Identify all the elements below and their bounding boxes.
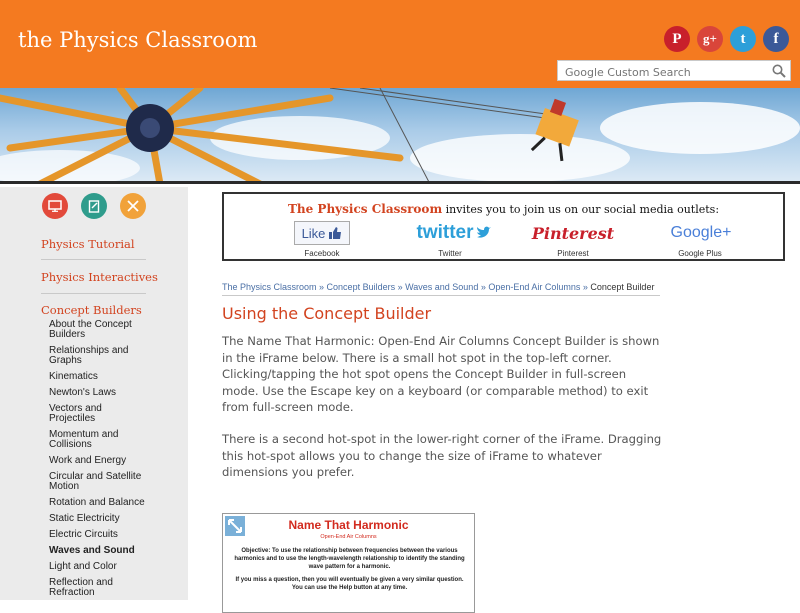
promo-caption-twitter: Twitter [438,249,462,258]
promo-heading [224,202,783,216]
iframe-note: If you miss a question, then you will eventually be given a very similar question. You can use the Help button at any time. [235,577,464,591]
twitter-icon[interactable] [730,26,756,52]
tools-icon[interactable] [120,193,146,219]
twitter-logo[interactable] [404,221,504,245]
breadcrumb-separator: » [580,282,591,292]
sidebar-item-waves-sound[interactable]: Waves and Sound [49,545,135,556]
google-plus-icon[interactable] [697,26,723,52]
sidebar-item-light-color[interactable]: Light and Color [49,561,117,572]
breadcrumb-link[interactable]: Concept Builders [326,282,396,292]
promo-text: invites you to join us on our social media outlets: [442,203,720,216]
search-input[interactable] [558,63,758,82]
pinterest-logo[interactable] [530,221,616,245]
facebook-glyph: f [773,30,779,47]
breadcrumb-separator: » [316,282,327,292]
promo-caption-pinterest: Pinterest [557,249,589,258]
sidebar-item-reflection[interactable]: Reflection and Refraction [49,577,113,598]
twitter-bird-icon [476,226,492,240]
pinterest-logo-text: Pinterest [531,223,615,243]
search-box [557,60,791,81]
sidebar-item-work-energy[interactable]: Work and Energy [49,455,127,466]
intro-paragraph: The Name That Harmonic: Open-End Air Columns Concept Builder is shown in the iFrame below. There is a small hot spot in the top-left corner. Clicking/tapping the hot spot opens the Concept Builder in full-screen mode. Use the Escape key on a keyboard (or comparable method) to exit from full-screen mode. [222,334,660,414]
clipboard-icon[interactable] [81,193,107,219]
promo-brand: The Physics Classroom [287,202,443,216]
twitter-logo-text: twitter [416,222,474,243]
breadcrumb-separator: » [478,282,489,292]
pinterest-icon[interactable] [664,26,690,52]
concept-builder-iframe[interactable] [222,513,475,613]
monitor-icon[interactable] [42,193,68,219]
sidebar-section-physics-interactives[interactable]: Physics Interactives [41,270,158,284]
page-title: Using the Concept Builder [222,304,432,323]
iframe-objective: Objective: To use the relationship between frequencies between the various harmonics and to use the length-wavelength relationship to identify the standing wave pattern for a harmonic. [234,548,465,570]
sidebar-divider [41,293,146,294]
sidebar-item-about[interactable]: About the Concept Builders [49,319,132,340]
sidebar-item-circuits[interactable]: Electric Circuits [49,529,118,540]
sidebar-divider [41,259,146,260]
iframe-subtitle: Open-End Air Columns [320,534,377,540]
sidebar-item-relationships[interactable]: Relationships and Graphs [49,345,129,366]
search-icon[interactable] [771,63,787,79]
twitter-glyph: t [740,30,746,47]
banner-image [0,88,800,184]
sidebar-item-newtons-laws[interactable]: Newton's Laws [49,387,116,398]
google-plus-logo[interactable] [662,221,740,245]
breadcrumb-link[interactable]: The Physics Classroom [222,282,317,292]
resize-paragraph: There is a second hot-spot in the lower-right corner of the iFrame. Dragging this hot-spot allows you to change the size of iFrame to whatever dimensions you prefer. [222,432,662,479]
facebook-icon[interactable] [763,26,789,52]
google-plus-logo-text: Google+ [670,224,732,241]
facebook-like-label: Like [301,225,326,241]
sidebar-section-physics-tutorial[interactable]: Physics Tutorial [41,237,135,251]
pinterest-glyph: P [672,30,682,47]
sidebar-item-rotation[interactable]: Rotation and Balance [49,497,145,508]
breadcrumb-link[interactable]: Waves and Sound [405,282,479,292]
breadcrumb-current: Concept Builder [590,282,655,292]
sidebar-item-circular[interactable]: Circular and Satellite Motion [49,471,142,492]
thumbs-up-icon [328,226,342,240]
sidebar-item-vectors[interactable]: Vectors and Projectiles [49,403,102,424]
sidebar-item-static[interactable]: Static Electricity [49,513,120,524]
breadcrumb-separator: » [395,282,406,292]
sidebar-section-concept-builders[interactable]: Concept Builders [41,303,142,317]
google-plus-glyph: g+ [703,31,717,46]
iframe-title: Name That Harmonic [288,518,409,532]
site-header [0,0,800,88]
facebook-like-button[interactable] [294,221,350,245]
site-title[interactable]: the Physics Classroom [18,28,258,52]
sidebar-item-kinematics[interactable]: Kinematics [49,371,98,382]
promo-caption-google-plus: Google Plus [678,249,722,258]
breadcrumb-link[interactable]: Open-End Air Columns [488,282,581,292]
sidebar-topic-list [49,320,149,604]
social-promo-box [222,192,785,261]
sidebar-item-momentum[interactable]: Momentum and Collisions [49,429,119,450]
breadcrumb [222,282,660,296]
promo-caption-facebook: Facebook [304,249,340,258]
